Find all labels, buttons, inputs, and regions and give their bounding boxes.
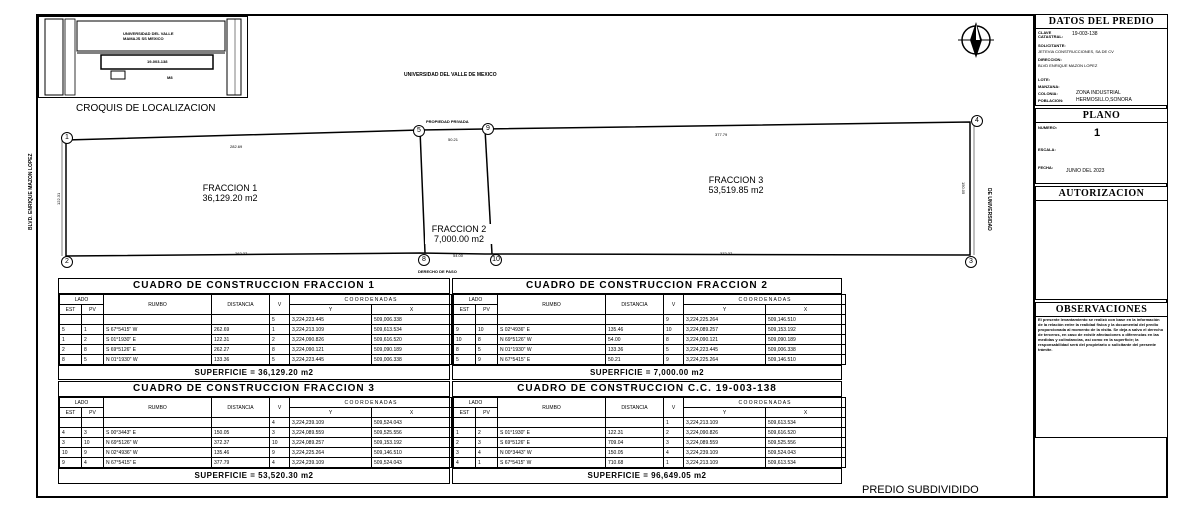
- croquis-inset: [38, 16, 248, 98]
- table-fraccion-3: [58, 381, 450, 484]
- table-cell: 150.05: [606, 448, 664, 458]
- table-cell: 8: [60, 355, 82, 365]
- table-cell: 8: [454, 345, 476, 355]
- table-row: [454, 345, 846, 355]
- table-cell: [454, 315, 476, 325]
- table-cell: 8: [476, 335, 498, 345]
- table-cell: [476, 418, 498, 428]
- table-cell: 3: [82, 428, 104, 438]
- table-cell: 3,224,089.559: [684, 438, 766, 448]
- table-cell: 3,224,223.445: [290, 315, 372, 325]
- table-cell: 1: [664, 418, 684, 428]
- datos-del-predio-title: DATOS DEL PREDIO: [1036, 15, 1167, 29]
- escala-label: ESCALA:: [1038, 147, 1056, 152]
- table-cell: 9: [454, 325, 476, 335]
- pv-header: PV: [476, 305, 498, 315]
- table-row: [60, 335, 452, 345]
- superficie-label: SUPERFICIE = 96,649.05 m2: [453, 468, 841, 483]
- table-row: [454, 335, 846, 345]
- table-fraccion-1: [58, 278, 450, 380]
- table-row: [454, 428, 846, 438]
- table-cell: 5: [270, 315, 290, 325]
- table-cell: 5: [82, 355, 104, 365]
- table-cell: 509,616.520: [372, 335, 452, 345]
- construction-table: [59, 294, 452, 365]
- table-cell: 509,146.510: [766, 315, 846, 325]
- v-header: V: [664, 398, 684, 418]
- dim-right: 150.05: [961, 182, 966, 195]
- table-cell: 1: [454, 428, 476, 438]
- table-cell: 3: [454, 448, 476, 458]
- table-cell: [104, 315, 212, 325]
- table-cell: 135.46: [212, 448, 270, 458]
- derecho-label: DERECHO DE PASO: [418, 269, 457, 274]
- dim-top-2: 50.21: [448, 137, 459, 142]
- map-top-label: UNIVERSIDAD DEL VALLE DE MEXICO: [404, 72, 497, 78]
- table-cell: 377.79: [212, 458, 270, 468]
- table-cell: 3,224,239.109: [290, 458, 372, 468]
- table-cell: 2: [664, 428, 684, 438]
- table-cell: 9: [664, 355, 684, 365]
- table-cell: 509,613.534: [766, 418, 846, 428]
- distancia-header: DISTANCIA: [606, 398, 664, 418]
- table-cell: N 00°3443" W: [498, 448, 606, 458]
- table-cell: 3,224,239.109: [290, 418, 372, 428]
- table-cell: N 69°5126" W: [104, 438, 212, 448]
- y-header: Y: [684, 408, 766, 418]
- lote-label: LOTE:: [1038, 77, 1050, 82]
- table-cell: 4: [270, 458, 290, 468]
- table-row: [60, 315, 452, 325]
- x-header: X: [766, 305, 846, 315]
- table-cell: [498, 418, 606, 428]
- table-row: [60, 428, 452, 438]
- table-cell: 509,524.043: [372, 458, 452, 468]
- v-header: V: [270, 398, 290, 418]
- v-header: V: [270, 295, 290, 315]
- table-cell: 9: [664, 315, 684, 325]
- table-cell: [104, 418, 212, 428]
- plano-box: [1035, 108, 1168, 184]
- table-cell: 3,224,225.264: [290, 448, 372, 458]
- clave-value: 19-003-138: [1072, 31, 1098, 37]
- table-cell: 262.27: [212, 345, 270, 355]
- table-title: CUADRO DE CONSTRUCCION FRACCION 3: [59, 382, 449, 397]
- dim-top-3: 377.79: [715, 132, 728, 137]
- table-cell: 509,525.556: [372, 428, 452, 438]
- table-cell: 3,224,090.121: [684, 335, 766, 345]
- table-cell: 1: [82, 325, 104, 335]
- y-header: Y: [290, 408, 372, 418]
- table-row: [454, 355, 846, 365]
- table-cell: 150.05: [212, 428, 270, 438]
- table-cell: 133.36: [212, 355, 270, 365]
- table-cell: 3: [476, 438, 498, 448]
- table-cc: [452, 381, 842, 484]
- table-cell: 10: [664, 325, 684, 335]
- rumbo-header: RUMBO: [498, 295, 606, 315]
- table-cell: N 02°4936" W: [104, 448, 212, 458]
- coordenadas-header: C O O R D E N A D A S: [684, 398, 846, 408]
- fraccion-2-label: FRACCION 2 7,000.00 m2: [425, 224, 493, 244]
- table-cell: 5: [476, 345, 498, 355]
- table-title: CUADRO DE CONSTRUCCION FRACCION 2: [453, 279, 841, 294]
- table-cell: 3,224,089.257: [290, 438, 372, 448]
- table-cell: 4: [270, 418, 290, 428]
- table-cell: [212, 418, 270, 428]
- vertex-3: 3: [965, 256, 977, 268]
- table-cell: 3: [270, 428, 290, 438]
- table-cell: 2: [476, 428, 498, 438]
- lado-header: LADO: [454, 295, 498, 305]
- table-row: [454, 438, 846, 448]
- table-cell: 9: [476, 355, 498, 365]
- observaciones-text: El presente levantamiento se realizó con base en la información de la relación entre la realidad física y la documental del predio proporcionada al momento de la visita. Se deja a salvo el derecho de terceros, en caso de existir afectaciones o diferencias en las medidas y colindancias, así como en la superficie; la responsabilidad será del propietario o solicitante del presente trámite.: [1038, 317, 1164, 352]
- table-cell: 133.36: [606, 345, 664, 355]
- table-row: [454, 418, 846, 428]
- numero-value: 1: [1094, 127, 1101, 139]
- y-header: Y: [290, 305, 372, 315]
- table-cell: N 01°1930" W: [498, 345, 606, 355]
- vertex-2: 2: [61, 256, 73, 268]
- table-cell: 509,146.510: [766, 355, 846, 365]
- table-cell: 3,224,090.826: [684, 428, 766, 438]
- table-cell: 8: [82, 345, 104, 355]
- table-cell: 3,224,089.559: [290, 428, 372, 438]
- table-cell: S 67°5415" W: [498, 458, 606, 468]
- table-cell: 3,224,223.445: [290, 355, 372, 365]
- superficie-label: SUPERFICIE = 36,129.20 m2: [59, 365, 449, 380]
- table-cell: 2: [454, 438, 476, 448]
- table-cell: 4: [82, 458, 104, 468]
- table-cell: 9: [270, 448, 290, 458]
- table-cell: 3,224,225.264: [684, 355, 766, 365]
- croquis-title: CROQUIS DE LOCALIZACION: [76, 103, 216, 114]
- table-cell: S 01°1930" E: [104, 335, 212, 345]
- table-cell: N 69°5126" W: [498, 335, 606, 345]
- vertex-4: 4: [971, 115, 983, 127]
- table-row: [60, 458, 452, 468]
- table-cell: S 69°5126" E: [498, 438, 606, 448]
- croquis-m-label: M8: [167, 75, 173, 80]
- table-cell: 509,090.189: [372, 345, 452, 355]
- manzana-label: MANZANA:: [1038, 84, 1060, 89]
- table-row: [60, 438, 452, 448]
- table-cell: [82, 418, 104, 428]
- coordenadas-header: C O O R D E N A D A S: [684, 295, 846, 305]
- table-cell: 3,224,090.121: [290, 345, 372, 355]
- table-cell: S 67°5415" W: [104, 325, 212, 335]
- table-cell: [60, 315, 82, 325]
- table-cell: 5: [270, 355, 290, 365]
- table-cell: [606, 418, 664, 428]
- direccion-value: BLVD ENRIQUE MAZON LOPEZ: [1038, 63, 1098, 68]
- direccion-label: DIRECCION:: [1038, 57, 1062, 62]
- colonia-label: COLONIA:: [1038, 91, 1058, 96]
- table-title: CUADRO DE CONSTRUCCION C.C. 19-003-138: [453, 382, 841, 397]
- table-cell: N 67°5415" E: [104, 458, 212, 468]
- table-cell: 3,224,213.109: [290, 325, 372, 335]
- title-block: [1033, 14, 1168, 498]
- table-cell: 2: [82, 335, 104, 345]
- table-cell: 710.68: [606, 458, 664, 468]
- poblacion-value: HERMOSILLO,SONORA: [1076, 97, 1132, 103]
- distancia-header: DISTANCIA: [212, 398, 270, 418]
- y-header: Y: [684, 305, 766, 315]
- vertex-5: 5: [413, 125, 425, 137]
- pv-header: PV: [476, 408, 498, 418]
- croquis-university-label: UNIVERSIDAD DEL VALLE MAMAJS SS MEXICO: [123, 31, 174, 41]
- superficie-label: SUPERFICIE = 53,520.30 m2: [59, 468, 449, 483]
- rumbo-header: RUMBO: [104, 398, 212, 418]
- table-cell: 4: [60, 428, 82, 438]
- table-cell: 509,153.192: [372, 438, 452, 448]
- table-cell: 3: [664, 438, 684, 448]
- dim-bot-1: 262.27: [235, 251, 248, 256]
- table-cell: 3: [60, 438, 82, 448]
- table-cell: 1: [476, 458, 498, 468]
- fraccion-1-label: FRACCION 1 36,129.20 m2: [202, 183, 258, 203]
- table-cell: 3,224,239.109: [684, 448, 766, 458]
- table-cell: 10: [454, 335, 476, 345]
- distancia-header: DISTANCIA: [212, 295, 270, 315]
- table-cell: N 01°1930" W: [104, 355, 212, 365]
- rumbo-header: RUMBO: [104, 295, 212, 315]
- solicitante-label: SOLICITANTE:: [1038, 43, 1066, 48]
- clave-label: CLAVE CATASTRAL:: [1038, 30, 1064, 39]
- table-cell: 4: [476, 448, 498, 458]
- table-cell: 1: [60, 335, 82, 345]
- table-cell: 5: [60, 325, 82, 335]
- table-cell: 3,224,225.264: [684, 315, 766, 325]
- table-cell: N 67°5415" E: [498, 355, 606, 365]
- table-cell: S 69°5126" E: [104, 345, 212, 355]
- datos-del-predio-box: [1035, 14, 1168, 106]
- predio-subdividido-label: PREDIO SUBDIVIDIDO: [862, 484, 979, 496]
- table-row: [454, 458, 846, 468]
- dim-bot-2: 54.00: [453, 253, 464, 258]
- table-cell: 1: [664, 458, 684, 468]
- table-cell: 509,090.189: [766, 335, 846, 345]
- table-row: [454, 448, 846, 458]
- colonia-value: ZONA INDUSTRIAL: [1076, 90, 1121, 96]
- vertex-1: 1: [61, 132, 73, 144]
- solicitante-value: JETEVIA CONSTRUCCIONES, SA DE CV: [1038, 49, 1114, 54]
- table-cell: 3,224,089.257: [684, 325, 766, 335]
- autorizacion-box: [1035, 186, 1168, 300]
- table-cell: 262.69: [212, 325, 270, 335]
- table-row: [454, 325, 846, 335]
- table-row: [60, 418, 452, 428]
- table-cell: 509,006.338: [372, 315, 452, 325]
- table-cell: 509,524.043: [766, 448, 846, 458]
- table-cell: 3,224,213.109: [684, 458, 766, 468]
- table-row: [454, 315, 846, 325]
- vertex-9: 9: [482, 123, 494, 135]
- table-cell: 5: [664, 345, 684, 355]
- table-row: [60, 448, 452, 458]
- table-cell: 509,613.534: [766, 458, 846, 468]
- table-cell: [82, 315, 104, 325]
- table-cell: 509,616.520: [766, 428, 846, 438]
- table-row: [60, 325, 452, 335]
- construction-table: [453, 397, 846, 468]
- table-cell: 509,153.192: [766, 325, 846, 335]
- table-cell: [476, 315, 498, 325]
- table-cell: 3,224,223.445: [684, 345, 766, 355]
- x-header: X: [372, 408, 452, 418]
- observaciones-box: [1035, 302, 1168, 438]
- table-cell: 122.31: [606, 428, 664, 438]
- est-header: EST: [454, 305, 476, 315]
- autorizacion-title: AUTORIZACION: [1036, 187, 1167, 201]
- fecha-label: FECHA:: [1038, 165, 1054, 170]
- north-arrow-icon: [956, 20, 996, 60]
- poblacion-label: POBLACION:: [1038, 98, 1064, 103]
- table-cell: 8: [664, 335, 684, 345]
- table-cell: 4: [664, 448, 684, 458]
- table-cell: [60, 418, 82, 428]
- superficie-label: SUPERFICIE = 7,000.00 m2: [453, 365, 841, 380]
- table-fraccion-2: [452, 278, 842, 380]
- construction-table: [59, 397, 452, 468]
- table-cell: 509,006.338: [766, 345, 846, 355]
- table-cell: [212, 315, 270, 325]
- table-row: [60, 355, 452, 365]
- fecha-value: JUNIO DEL 2023: [1066, 168, 1105, 174]
- table-cell: 372.37: [212, 438, 270, 448]
- est-header: EST: [60, 408, 82, 418]
- vertex-8: 8: [418, 254, 430, 266]
- table-cell: 10: [476, 325, 498, 335]
- x-header: X: [372, 305, 452, 315]
- table-cell: 3,224,090.826: [290, 335, 372, 345]
- distancia-header: DISTANCIA: [606, 295, 664, 315]
- pv-header: PV: [82, 408, 104, 418]
- table-cell: 10: [60, 448, 82, 458]
- table-title: CUADRO DE CONSTRUCCION FRACCION 1: [59, 279, 449, 294]
- croquis-map: [39, 17, 247, 97]
- table-cell: 2: [270, 335, 290, 345]
- table-cell: 50.21: [606, 355, 664, 365]
- lado-header: LADO: [454, 398, 498, 408]
- table-cell: 509,146.510: [372, 448, 452, 458]
- table-cell: 4: [454, 458, 476, 468]
- coordenadas-header: C O O R D E N A D A S: [290, 398, 452, 408]
- propiedad-label: PROPIEDAD PRIVADA: [426, 119, 469, 124]
- table-cell: [498, 315, 606, 325]
- table-cell: 122.31: [212, 335, 270, 345]
- lado-header: LADO: [60, 398, 104, 408]
- table-cell: 10: [270, 438, 290, 448]
- table-cell: 509,524.043: [372, 418, 452, 428]
- vertex-10: 10: [490, 254, 502, 266]
- table-cell: 8: [270, 345, 290, 355]
- table-cell: 3,224,213.109: [684, 418, 766, 428]
- table-cell: 9: [82, 448, 104, 458]
- table-cell: 5: [454, 355, 476, 365]
- numero-label: NUMERO:: [1038, 125, 1058, 130]
- table-cell: [606, 315, 664, 325]
- table-cell: 509,525.556: [766, 438, 846, 448]
- lado-header: LADO: [60, 295, 104, 305]
- dim-top-1: 282.69: [230, 144, 243, 149]
- table-cell: S 00°3443" E: [104, 428, 212, 438]
- table-cell: 1: [270, 325, 290, 335]
- x-header: X: [766, 408, 846, 418]
- plano-title: PLANO: [1036, 109, 1167, 123]
- table-cell: 509,613.534: [372, 325, 452, 335]
- right-road-label: DE UNIVERSIDAD: [986, 188, 992, 231]
- table-cell: [454, 418, 476, 428]
- table-cell: S 01°1930" E: [498, 428, 606, 438]
- observaciones-title: OBSERVACIONES: [1036, 303, 1167, 317]
- table-cell: 54.00: [606, 335, 664, 345]
- table-cell: 509,006.338: [372, 355, 452, 365]
- v-header: V: [664, 295, 684, 315]
- est-header: EST: [454, 408, 476, 418]
- coordenadas-header: C O O R D E N A D A S: [290, 295, 452, 305]
- table-cell: 10: [82, 438, 104, 448]
- fraccion-3-label: FRACCION 3 53,519.85 m2: [708, 175, 764, 195]
- table-cell: 709.04: [606, 438, 664, 448]
- rumbo-header: RUMBO: [498, 398, 606, 418]
- dim-left: 122.31: [56, 192, 61, 205]
- est-header: EST: [60, 305, 82, 315]
- table-row: [60, 345, 452, 355]
- table-cell: 9: [60, 458, 82, 468]
- table-cell: 2: [60, 345, 82, 355]
- croquis-cc-label: 19-003-138: [147, 59, 168, 64]
- left-road-label: BLVD. ENRIQUE MAZON LOPEZ: [28, 153, 34, 230]
- table-cell: 135.46: [606, 325, 664, 335]
- dim-bot-3: 372.37: [720, 251, 733, 256]
- construction-table: [453, 294, 846, 365]
- table-cell: S 02°4936" E: [498, 325, 606, 335]
- pv-header: PV: [82, 305, 104, 315]
